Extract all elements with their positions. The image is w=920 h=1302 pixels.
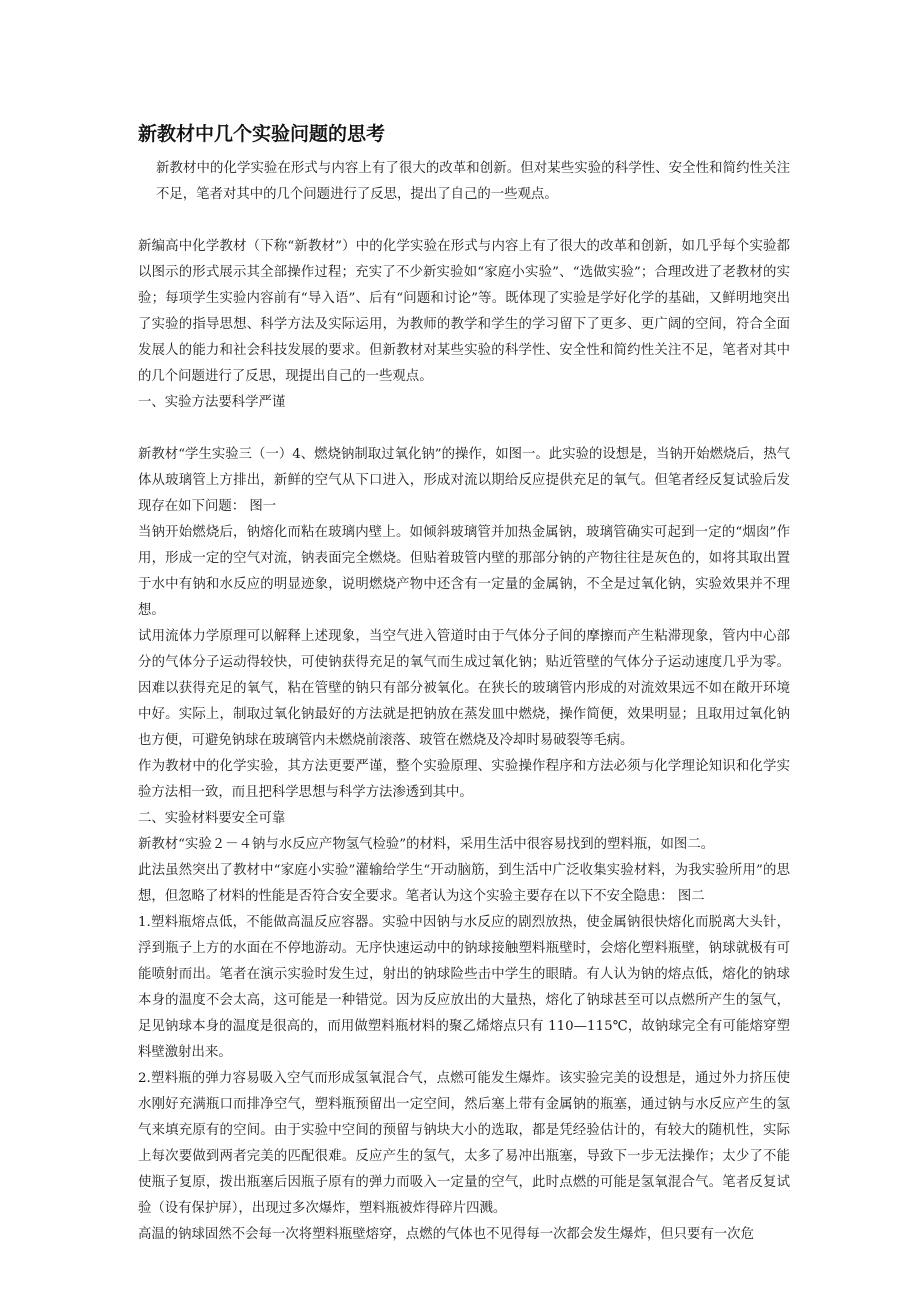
section-heading-1: 一、实验方法要科学严谨 xyxy=(138,395,286,410)
section1-paragraph-2: 当钠开始燃烧后，钠熔化而粘在玻璃内壁上。如倾斜玻璃管并加热金属钠，玻璃管确实可起到一定的“烟囱”作用，形成一定的空气对流，钠表面完全燃烧。但贴着玻管内壁的那部分钠的产物往往是灰色的，如将其取出置于水中有钠和水反应的明显迹象，说明燃烧产物中还含有一定量的金属钠，不全是过氧化钠，实验效果并不理想。 xyxy=(138,525,790,618)
section2-paragraph-2: 此法虽然突出了教材中“家庭小实验”灌输给学生“开动脑筋，到生活中广泛收集实验材料，为我实验所用”的思想，但忽略了材料的性能是否符合安全要求。笔者认为这个实验主要存在以下不安全隐患： 图二 xyxy=(138,863,790,904)
document-title: 新教材中几个实验问题的思考 xyxy=(138,123,386,145)
section2-paragraph-4: 2.塑料瓶的弹力容易吸入空气而形成氢氧混合气，点燃可能发生爆炸。该实验完美的设想是，通过外力挤压使水刚好充满瓶口而排净空气，塑料瓶预留出一定空间，然后塞上带有金属钠的瓶塞，通过钠与水反应产生的氢气来填充原有的空间。由于实验中空间的预留与钠块大小的选取，都是凭经验估计的，有较大的随机性，实际上每次要做到两者完美的匹配很难。反应产生的氢气，太多了易冲出瓶塞，导致下一步无法操作；太少了不能使瓶子复原，拨出瓶塞后因瓶子原有的弹力而吸入一定量的空气，此时点燃的可能是氢氧混合气。笔者反复试验（设有保护屏），出现过多次爆炸，塑料瓶被炸得碎片四溅。 xyxy=(138,1071,790,1216)
document-page xyxy=(138,118,790,1248)
section-heading-2: 二、实验材料要安全可靠 xyxy=(138,811,286,826)
section1-paragraph-3: 试用流体力学原理可以解释上述现象，当空气进入管道时由于气体分子间的摩擦而产生粘滞现象，管内中心部分的气体分子运动得较快，可使钠获得充足的氧气而生成过氧化钠；贴近管壁的气体分子运动速度几乎为零。因难以获得充足的氧气，粘在管壁的钠只有部分被氧化。在狭长的玻璃管内形成的对流效果远不如在敞开环境中好。实际上，制取过氧化钠最好的方法就是把钠放在蒸发皿中燃烧，操作简便，效果明显；且取用过氧化钠也方便，可避免钠球在玻璃管内未燃烧前滚落、玻管在燃烧及冷却时易破裂等毛病。 xyxy=(138,629,790,748)
intro-paragraph: 新编高中化学教材（下称“新教材”）中的化学实验在形式与内容上有了很大的改革和创新，如几乎每个实验都以图示的形式展示其全部操作过程；充实了不少新实验如“家庭小实验”、“选做实验”；合理改进了老教材的实验；每项学生实验内容前有“导入语”、后有“问题和讨论”等。既体现了实验是学好化学的基础，又鲜明地突出了实验的指导思想、科学方法及实际运用，为教师的教学和学生的学习留下了更多、更广阔的空间，符合全面发展人的能力和社会科技发展的要求。但新教材对某些实验的科学性、安全性和简约性关注不足，笔者对其中的几个问题进行了反思，现提出自己的一些观点。 xyxy=(138,239,790,384)
abstract-paragraph: 新教材中的化学实验在形式与内容上有了很大的改革和创新。但对某些实验的科学性、安全性和简约性关注不足，笔者对其中的几个问题进行了反思，提出了自己的一些观点。 xyxy=(156,161,790,202)
section2-paragraph-1: 新教材“实验２－４钠与水反应产物氢气检验”的材料，采用生活中很容易找到的塑料瓶，如图二。 xyxy=(138,837,715,852)
spacer xyxy=(138,416,790,442)
section1-paragraph-1: 新教材“学生实验三（一）4、燃烧钠制取过氧化钠”的操作，如图一。此实验的设想是，当钠开始燃烧后，热气体从玻璃管上方排出，新鲜的空气从下口进入，形成对流以期给反应提供充足的氧气。但笔者经反复试验后发现存在如下问题： 图一 xyxy=(138,447,790,514)
section2-paragraph-3: 1.塑料瓶熔点低，不能做高温反应容器。实验中因钠与水反应的剧烈放热，使金属钠很快熔化而脱离大头针，浮到瓶子上方的水面在不停地游动。无序快速运动中的钠球接触塑料瓶壁时，会熔化塑料瓶壁，钠球就极有可能喷射而出。笔者在演示实验时发生过，射出的钠球险些击中学生的眼睛。有人认为钠的熔点低，熔化的钠球本身的温度不会太高，这可能是一种错觉。因为反应放出的大量热，熔化了钠球甚至可以点燃所产生的氢气，足见钠球本身的温度是很高的，而用做塑料瓶材料的聚乙烯熔点只有 110—115℃，故钠球完全有可能熔穿塑料壁激射出来。 xyxy=(138,915,790,1060)
section2-paragraph-5: 高温的钠球固然不会每一次将塑料瓶壁熔穿，点燃的气体也不见得每一次都会发生爆炸，但只要有一次危 xyxy=(138,1227,754,1242)
section1-paragraph-4: 作为教材中的化学实验，其方法更要严谨，整个实验原理、实验操作程序和方法必须与化学理论知识和化学实验方法相一致，而且把科学思想与科学方法渗透到其中。 xyxy=(138,759,790,800)
